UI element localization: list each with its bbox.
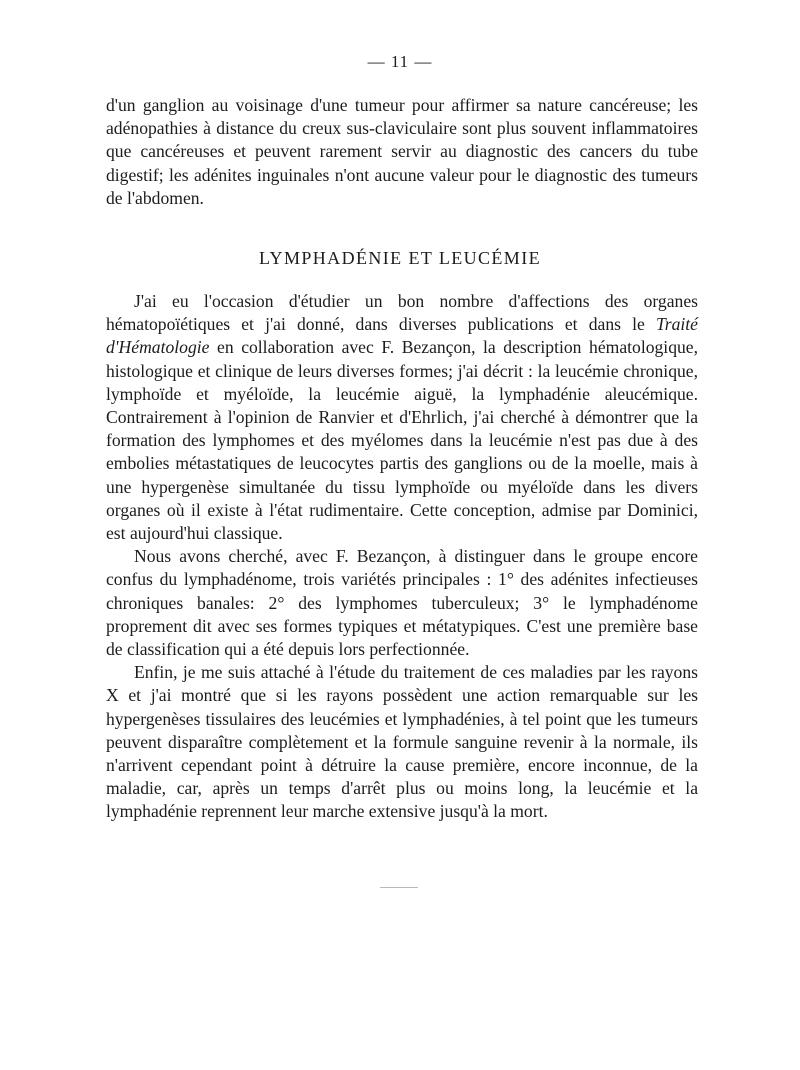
paragraph-1 — [106, 290, 698, 545]
end-rule — [380, 887, 418, 888]
paragraph-1-after-title: en collaboration avec F. Bezançon, la description hématologique, histologique et clinique de leurs diverses formes; j'ai décrit : la leucémie chronique, lymphoïde et myéloïde, la leucémie aiguë, la lymphadénie aleucémique. Contrairement à l'opinion de Ranvier et d'Ehrlich, j'ai cherché à démontrer que la formation des lymphomes et des myélomes dans la leucémie n'est pas due à des embolies métastatiques de leucocytes partis des ganglions ou de la moelle, mais à une hypergenèse simultanée du tissu lymphoïde ou myéloïde dans les divers organes où il existe à l'état rudimentaire. Cette conception, admise par Dominici, est aujourd'hui classique. — [106, 337, 698, 544]
intro-text-block — [106, 94, 698, 210]
intro-paragraph: d'un ganglion au voisinage d'une tumeur pour affirmer sa nature cancéreuse; les adénopathies à distance du creux sus-claviculaire sont plus souvent inflammatoires que cancéreuses et peuvent rarement servir au diagnostic des cancers du tube digestif; les adénites inguinales n'ont aucune valeur pour le diagnostic des tumeurs de l'abdomen. — [106, 95, 698, 208]
book-title: Traité d'Hématologie — [106, 314, 698, 358]
paragraph-1-before-title: J'ai eu l'occasion d'étudier un bon nombre d'affections des organes hématopoïétiques et j'ai donné, dans diverses publications et dans le — [106, 291, 698, 335]
page-number: — 11 — — [367, 52, 433, 71]
section-heading: LYMPHADÉNIE ET LEUCÉMIE — [258, 248, 542, 268]
section-body — [106, 290, 698, 824]
paragraph-3: Enfin, je me suis attaché à l'étude du traitement de ces maladies par les rayons X et j'ai montré que si les rayons possèdent une action remarquable sur les hypergenèses tissulaires des leucémies et lymphadénies, à tel point que les tumeurs peuvent disparaître complètement et la formule sanguine revenir à la normale, ils n'arrivent cependant point à détruire la cause première, encore inconnue, de la maladie, car, après un temps d'arrêt plus ou moins long, la leucémie et la lymphadénie reprennent leur marche extensive jusqu'à la mort. — [106, 662, 698, 822]
paragraph-2: Nous avons cherché, avec F. Bezançon, à distinguer dans le groupe encore confus du lymphadénome, trois variétés principales : 1° des adénites infectieuses chroniques banales: 2° des lymphomes tuberculeux; 3° le lymphadénome proprement dit avec ses formes typiques et métatypiques. C'est une première base de classification qui a été depuis lors perfectionnée. — [106, 546, 698, 660]
